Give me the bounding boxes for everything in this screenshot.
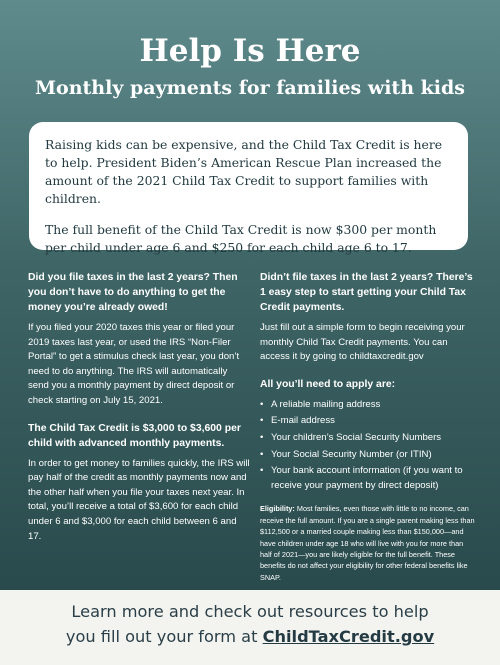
list-item: • Your children’s Social Security Numbers — [260, 431, 475, 446]
list-item: • A reliable mailing address — [260, 398, 475, 413]
not-filed-body: Just fill out a simple form to begin receiving your monthly Child Tax Credit payments. You can access it by going to childtaxcredit.gov — [260, 322, 465, 363]
eligibility-label: Eligibility: — [260, 504, 295, 514]
not-filed-heading: Didn’t file taxes in the last 2 years? There’s 1 easy step to start getting your Child Tax Credit payments. — [260, 272, 473, 313]
right-column — [260, 270, 475, 591]
eligibility-text: Most families, even those with little to no income, can receive the full amount. If you are a single parent making less than $112,500 or a married couple making less than $150,000—and have children under age 18 who will live with you for more than half of 2021—you are likely eligible for the full benefit. These benefits do not affect your eligibility for other federal benefits like SNAP. — [260, 504, 475, 582]
list-item: • Your bank account information (if you want to receive your payment by direct deposit) — [260, 464, 475, 493]
childtaxcredit-link[interactable]: ChildTaxCredit.gov — [262, 627, 435, 646]
footer-line-1: Learn more and check out resources to help — [71, 602, 429, 621]
page-subtitle: Monthly payments for families with kids — [35, 77, 465, 99]
footer-line-2 — [0, 624, 500, 649]
footer-banner — [0, 590, 500, 665]
footer-line-2-prefix: you fill out your form at — [65, 627, 263, 646]
left-column — [28, 270, 250, 552]
intro-card — [29, 122, 468, 255]
list-item: • E-mail address — [260, 414, 475, 429]
eligibility-note — [260, 503, 475, 583]
filed-taxes-body: If you filed your 2020 taxes this year or filed your 2019 taxes last year, or used the IRS “Non-Filer Portal” to get a stimulus check last year, you don’t need to do anything. The IRS will automatically send you a monthly payment by direct deposit or check starting on July 15, 2021. — [28, 322, 240, 406]
requirements-heading: All you’ll need to apply are: — [260, 378, 396, 390]
filed-taxes-heading: Did you file taxes in the last 2 years? Then you don’t have to do anything to get the money you’re already owed! — [28, 272, 238, 313]
page-title: Help Is Here — [139, 33, 361, 69]
requirements-list — [260, 398, 475, 494]
intro-paragraph-1: Raising kids can be expensive, and the Child Tax Credit is here to help. President Biden’s American Rescue Plan increased the amount of the 2021 Child Tax Credit to support families with children. — [45, 137, 443, 206]
page-header — [0, 32, 500, 100]
credit-amount-body: In order to get money to families quickly, the IRS will pay half of the credit as monthly payments now and the other half when you file your taxes next year. In total, you’ll receive a total of $3,600 for each child under 6 and $3,000 for each child between 6 and 17. — [28, 457, 250, 542]
list-item: • Your Social Security Number (or ITIN) — [260, 448, 475, 463]
credit-amount-heading: The Child Tax Credit is $3,000 to $3,600 per child with advanced monthly payments. — [28, 422, 241, 449]
intro-paragraph-2: The full benefit of the Child Tax Credit is now $300 per month per child under age 6 and $250 for each child age 6 to 17. — [45, 222, 437, 255]
